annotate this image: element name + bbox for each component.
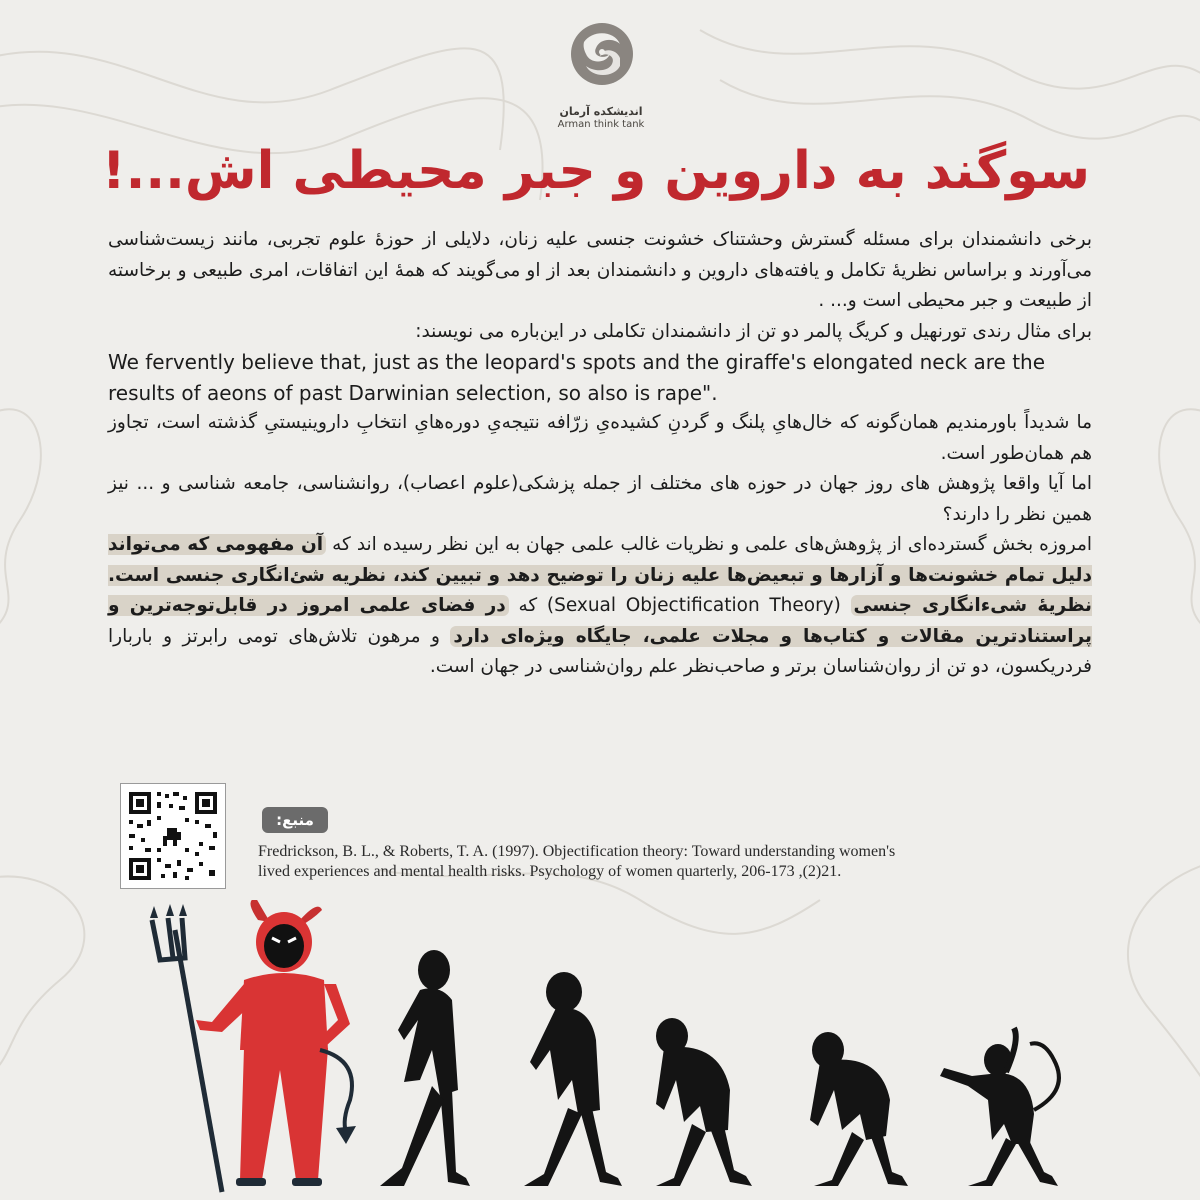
arman-logo-icon <box>570 22 634 86</box>
citation-line-1: Fredrickson, B. L., & Roberts, T. A. (1997). Objectification theory: Toward understanding women's <box>258 843 896 860</box>
ape-silhouette-icon <box>810 1032 908 1186</box>
brand-name-fa: اندیشکده آرمان <box>559 105 643 118</box>
human-silhouette-icon <box>380 950 470 1186</box>
english-quote: We fervently believe that, just as the leopard's spots and the giraffe's elongated neck are the results of aeons of past Darwinian selection, so also is rape". <box>108 350 1046 405</box>
theory-text-b: (Sexual Objectification Theory) که <box>518 595 841 616</box>
citation <box>258 842 1058 882</box>
article-body <box>108 225 1092 683</box>
paragraph-intro: برخی دانشمندان برای مسئله گسترش وحشتناک خشونت جنسی علیه زنان، دلایلی از حوزهٔ علوم تجربی، مانند زیست‌شناسی می‌آورند و براساس نظریهٔ تکامل و یافته‌های داروین و دانشمندان بعد از او می‌گویند که همهٔ این اتفاقات، امری طبیعی و برخاسته از طبیعت و جبر محیطی است و... . <box>108 229 1092 311</box>
paragraph-theory <box>108 530 1092 683</box>
devil-figure-icon <box>150 900 356 1192</box>
paragraph-example: برای مثال رندی تورنهیل و کریگ پالمر دو تن از دانشمندان تکاملی در این‌باره می نویسند: <box>415 320 1092 342</box>
theory-text-c: و مرهون تلاش‌های تومی رابرتز و باربارا فردریکسون، دو تن از روان‌شناسان برتر و صاحب‌نظر علم روان‌شناسی در جهان است. <box>108 625 1092 677</box>
theory-text-a: امروزه بخش گسترده‌ای از پژوهش‌های علمی و نظریات غالب علمی جهان به این نظر رسیده اند که <box>332 534 1092 555</box>
qr-code-icon[interactable] <box>120 783 226 889</box>
evolution-illustration <box>0 900 1200 1200</box>
paragraph-question: اما آیا واقعا پژوهش های روز جهان در حوزه های مختلف از جمله پزشکی(علوم اعصاب)، روانشناسی، جامعه شناسی و ... نیز همین نظر را دارند؟ <box>108 473 1092 525</box>
early-human-silhouette-icon <box>524 972 622 1186</box>
ape-silhouette-icon <box>656 1018 752 1186</box>
theory-highlight-2: در فضای علمی امروز در قابل‌توجه‌ترین و پراستنادترین مقالات و کتاب‌ها و مجلات علمی، جایگاه ویژه‌ای دارد <box>108 595 1092 647</box>
brand-name-en: Arman think tank <box>557 119 645 130</box>
theory-highlight-1: آن مفهومی که می‌تواند دلیل تمام خشونت‌ها و آزارها و تبعیض‌ها علیه زنان را توضیح دهد و تبیین کند، نظریه شئ‌انگاری جنسی است. نظریهٔ شیء‌انگاری جنسی <box>108 534 1092 616</box>
paragraph-translation: ما شدیداً باورمندیم همان‌گونه که خال‌هایِ پلنگ و گردنِ کشیده‌یِ زرّافه نتیجه‌یِ دوره‌هایِ انتخابِ داروینیستیِ گذشته است، تجاوز هم همان‌طور است. <box>108 412 1092 464</box>
source-label: منبع: <box>262 807 328 833</box>
page-title: سوگند به داروین و جبر محیطی اش...! <box>101 141 1090 201</box>
citation-line-2: lived experiences and mental health risks. Psychology of women quarterly, 206-173 ,(2)21. <box>258 863 842 880</box>
monkey-silhouette-icon <box>940 1028 1059 1186</box>
